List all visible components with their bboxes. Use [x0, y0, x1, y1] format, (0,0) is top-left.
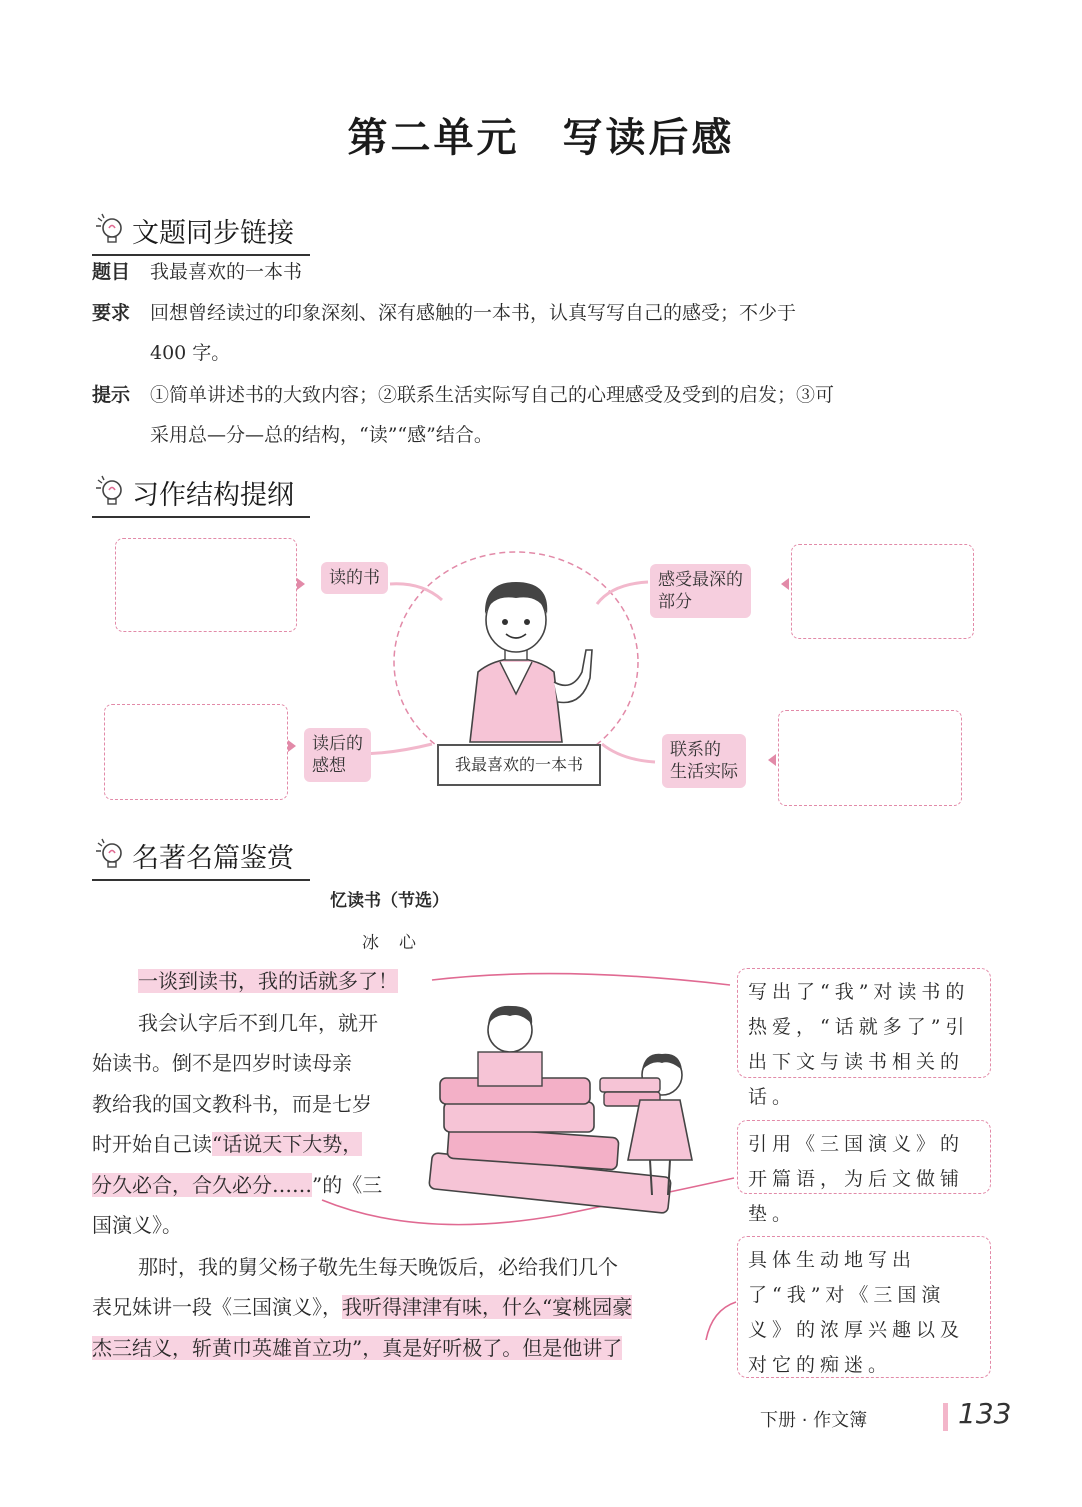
section-heading-link	[92, 210, 294, 250]
lightbulb-icon	[92, 212, 128, 248]
topic-text: 我最喜欢的一本书	[150, 261, 303, 283]
hint-label: 提示	[92, 384, 131, 406]
requirement-label: 要求	[92, 302, 131, 324]
section-title: 名著名篇鉴赏	[132, 842, 294, 874]
blank-box-life[interactable]	[778, 710, 962, 806]
lightbulb-icon	[92, 474, 128, 510]
page-title: 第二单元 写读后感	[347, 114, 735, 161]
essay-line: 杰三结义，斩黄巾英雄首立功”，真是好听极了。但是他讲了	[92, 1336, 623, 1360]
tag-life: 联系的 生活实际	[662, 734, 746, 788]
section-heading-outline	[92, 472, 294, 512]
tag-deep-part: 感受最深的 部分	[650, 564, 751, 618]
section-underline	[92, 516, 310, 518]
essay-line: 教给我的国文教科书，而是七岁	[92, 1092, 372, 1116]
section-title: 文题同步链接	[132, 217, 294, 249]
essay-line: 一谈到读书，我的话就多了！	[138, 969, 398, 993]
blank-box-deep-part[interactable]	[791, 544, 974, 639]
essay-author: 冰心	[362, 933, 436, 953]
essay-line: 始读书。倒不是四岁时读母亲	[92, 1051, 352, 1075]
center-label: 我最喜欢的一本书	[437, 744, 601, 786]
hint-line: ①简单讲述书的大致内容；②联系生活实际写自己的心理感受及受到的启发；③可	[150, 384, 835, 406]
essay-line: 表兄妹讲一段《三国演义》，我听得津津有味，什么“宴桃园豪	[92, 1295, 633, 1319]
blank-box-book[interactable]	[115, 538, 297, 632]
section-underline	[92, 879, 310, 881]
hint-line: 采用总—分—总的结构，“读”“感”结合。	[150, 424, 493, 446]
essay-line: 我会认字后不到几年，就开	[138, 1011, 378, 1035]
section-title: 习作结构提纲	[132, 479, 294, 511]
tag-thoughts: 读后的 感想	[304, 728, 371, 782]
page-number: 133	[958, 1397, 1012, 1430]
requirement-line: 回想曾经读过的印象深刻、深有感触的一本书，认真写写自己的感受；不少于	[150, 302, 797, 324]
essay-title: 忆读书（节选）	[330, 891, 449, 911]
tag-book: 读的书	[321, 562, 388, 594]
requirement-row	[92, 293, 997, 373]
essay-line: 那时，我的舅父杨子敬先生每天晚饭后，必给我们几个	[138, 1255, 618, 1279]
topic-row	[92, 252, 997, 292]
essay-line: 时开始自己读“话说天下大势，	[92, 1132, 363, 1156]
reading-children-illustration	[429, 1006, 692, 1214]
mind-map	[92, 522, 992, 822]
section-heading-classic	[92, 835, 294, 875]
blank-box-thoughts[interactable]	[104, 704, 288, 800]
footer-divider	[943, 1403, 948, 1431]
essay-line: 国演义》。	[92, 1213, 182, 1237]
annotation-note-1: 写出了“我”对读书的热爱，“话就多了”引出下文与读书相关的话。	[737, 968, 991, 1078]
footer-book-label: 下册 · 作文簿	[760, 1410, 868, 1431]
teacher-illustration	[470, 582, 592, 742]
requirement-line: 400 字。	[150, 342, 231, 364]
annotation-note-3: 具体生动地写出了“我”对《三国演义》的浓厚兴趣以及对它的痴迷。	[737, 1236, 991, 1378]
essay-line: 分久必合，合久必分……”的《三	[92, 1173, 383, 1197]
annotation-note-2: 引用《三国演义》的开篇语，为后文做铺垫。	[737, 1120, 991, 1194]
lightbulb-icon	[92, 837, 128, 873]
hint-row	[92, 375, 997, 455]
topic-label: 题目	[92, 261, 131, 283]
